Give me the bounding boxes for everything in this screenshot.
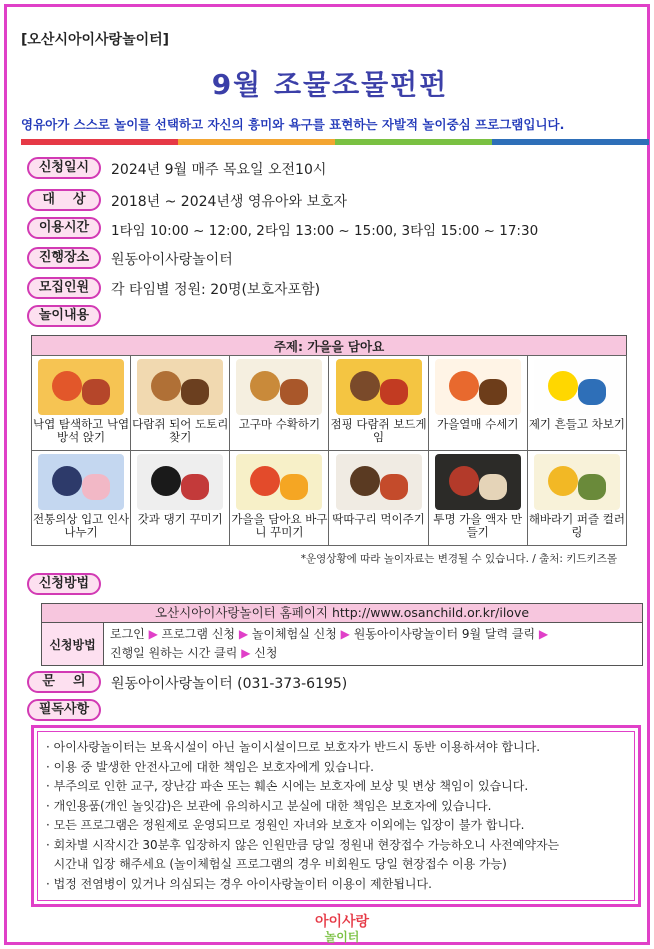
arrow-right-icon: ▶ [336, 627, 354, 641]
arrow-right-icon: ▶ [144, 627, 162, 641]
activity-caption: 딱따구리 먹이주기 [332, 512, 425, 526]
apply-step: 진행일 원하는 시간 클릭 [110, 646, 238, 660]
arrow-right-icon: ▶ [237, 646, 255, 660]
apply-step: 놀이체험실 신청 [251, 627, 337, 641]
value-capacity: 각 타임별 정원: 20명(보호자포함) [111, 282, 321, 298]
activity-caption: 갓과 댕기 꾸미기 [137, 512, 223, 526]
source-note: *운영상황에 따라 놀이자료는 변경될 수 있습니다. / 출처: 키드키즈몰 [300, 553, 617, 565]
theme-heading: 주제: 가을을 담아요 [32, 336, 627, 356]
fruit-icon [435, 359, 521, 415]
activity-cell [131, 451, 230, 546]
activity-cell [528, 451, 627, 546]
activity-caption: 다람쥐 되어 도토리 찾기 [132, 417, 229, 444]
activity-cell [429, 451, 528, 546]
activity-cell [230, 451, 329, 546]
notice-list [37, 731, 635, 901]
notice-item: · 모든 프로그램은 정원제로 운영되므로 정원인 자녀와 보호자 이외에는 입장이 불가 합니다. [46, 818, 525, 832]
gat-icon [137, 454, 223, 510]
value-time: 1타임 10:00 ~ 12:00, 2타임 13:00 ~ 15:00, 3타임 15:00 ~ 17:30 [111, 223, 539, 239]
activity-caption: 고구마 수확하기 [238, 417, 321, 431]
jegi-icon [534, 359, 620, 415]
board-game-icon [336, 359, 422, 415]
arrow-right-icon: ▶ [235, 627, 252, 641]
value-date: 2024년 9월 매주 목요일 오전10시 [111, 162, 327, 178]
sweet-potato-icon [236, 359, 322, 415]
value-contact: 원동아이사랑놀이터 (031-373-6195) [111, 676, 348, 692]
notice-item: · 아이사랑놀이터는 보육시설이 아닌 놀이시설이므로 보호자가 반드시 동반 이용하셔야 합니다. [46, 740, 541, 754]
label-apply: 신청방법 [27, 573, 101, 595]
theme-table [31, 335, 627, 356]
poster-frame [4, 4, 650, 945]
notice-item: · 부주의로 인한 교구, 장난감 파손 또는 훼손 시에는 보호자에 보상 및 변상 책임이 있습니다. [46, 779, 529, 793]
squirrel-icon [137, 359, 223, 415]
activity-cell [32, 451, 131, 546]
color-bar [21, 139, 649, 145]
label-target: 대 상 [27, 189, 101, 211]
notice-item: · 개인용품(개인 놀잇감)은 보관에 유의하시고 분실에 대한 책임은 보호자에 있습니다. [46, 798, 492, 813]
label-contact: 문 의 [27, 671, 101, 693]
apply-step: 원동아이사랑놀이터 9월 달력 클릭 [353, 627, 536, 641]
sunflower-icon [534, 454, 620, 510]
value-target: 2018년 ~ 2024년생 영유아와 보호자 [111, 194, 348, 210]
activity-cell [329, 451, 428, 546]
label-notice: 필독사항 [27, 699, 101, 721]
frame-icon [435, 454, 521, 510]
basket-icon [236, 454, 322, 510]
svg-text:아이사랑: 아이사랑 [314, 914, 370, 930]
notice-item: · 이용 중 발생한 안전사고에 대한 책임은 보호자에게 있습니다. [46, 759, 374, 774]
activity-cell [230, 356, 329, 451]
activity-cell [429, 356, 528, 451]
activity-cell [528, 356, 627, 451]
activity-caption: 해바라기 퍼즐 컬러링 [528, 512, 625, 539]
leaves-icon [38, 359, 124, 415]
intro-text: 영유아가 스스로 놀이를 선택하고 자신의 흥미와 욕구를 표현하는 자발적 놀이중심 프로그램입니다. [21, 117, 565, 132]
arrow-right-icon: ▶ [535, 627, 549, 641]
activity-cell [32, 356, 131, 451]
activity-caption: 제기 흔들고 차보기 [528, 417, 625, 431]
label-place: 진행장소 [27, 247, 101, 269]
apply-steps [104, 623, 642, 665]
label-time: 이용시간 [27, 217, 101, 239]
activity-cell [131, 356, 230, 451]
svg-text:놀이터: 놀이터 [324, 930, 360, 944]
apply-step: 신청 [254, 646, 278, 660]
activity-caption: 투명 가을 액자 만들기 [433, 512, 523, 539]
activity-caption: 가을을 담아요 바구니 꾸미기 [231, 512, 328, 539]
notice-box [31, 725, 641, 907]
activity-caption: 가을열매 수세기 [437, 417, 519, 431]
org-name: [오산시아이사랑놀이터] [21, 32, 170, 48]
label-capacity: 모집인원 [27, 277, 101, 299]
apply-step: 로그인 [110, 627, 145, 641]
notice-item: · 법정 전염병이 있거나 의심되는 경우 아이사랑놀이터 이용이 제한됩니다. [46, 876, 432, 891]
apply-box [41, 603, 643, 666]
activity-grid [31, 355, 627, 546]
brand-logo [287, 911, 397, 945]
activity-cell [329, 356, 428, 451]
activity-caption: 낙엽 탐색하고 낙엽방석 앉기 [32, 417, 130, 444]
notice-item: · 회차별 시작시간 30분후 입장하지 않은 인원만큼 당일 정원내 현장접수 가능하오니 사전예약자는 [46, 837, 560, 852]
woodpecker-icon [336, 454, 422, 510]
apply-box-label: 신청방법 [42, 623, 104, 665]
hanbok-icon [38, 454, 124, 510]
apply-site[interactable]: 오산시아이사랑놀이터 홈페이지 http://www.osanchild.or.kr/ilove [41, 603, 643, 623]
notice-item: 시간내 입장 해주세요 (놀이체험실 프로그램의 경우 비회원도 당일 현장접수 이용 가능) [46, 857, 507, 871]
value-place: 원동아이사랑놀이터 [111, 252, 233, 268]
apply-step: 프로그램 신청 [161, 627, 236, 641]
activity-caption: 점핑 다람쥐 보드게임 [330, 417, 427, 444]
label-date: 신청일시 [27, 157, 101, 179]
page-title: 9월 조물조물펀펀 [211, 68, 449, 101]
activity-caption: 전통의상 입고 인사 나누기 [32, 512, 130, 539]
label-content: 놀이내용 [27, 305, 101, 327]
